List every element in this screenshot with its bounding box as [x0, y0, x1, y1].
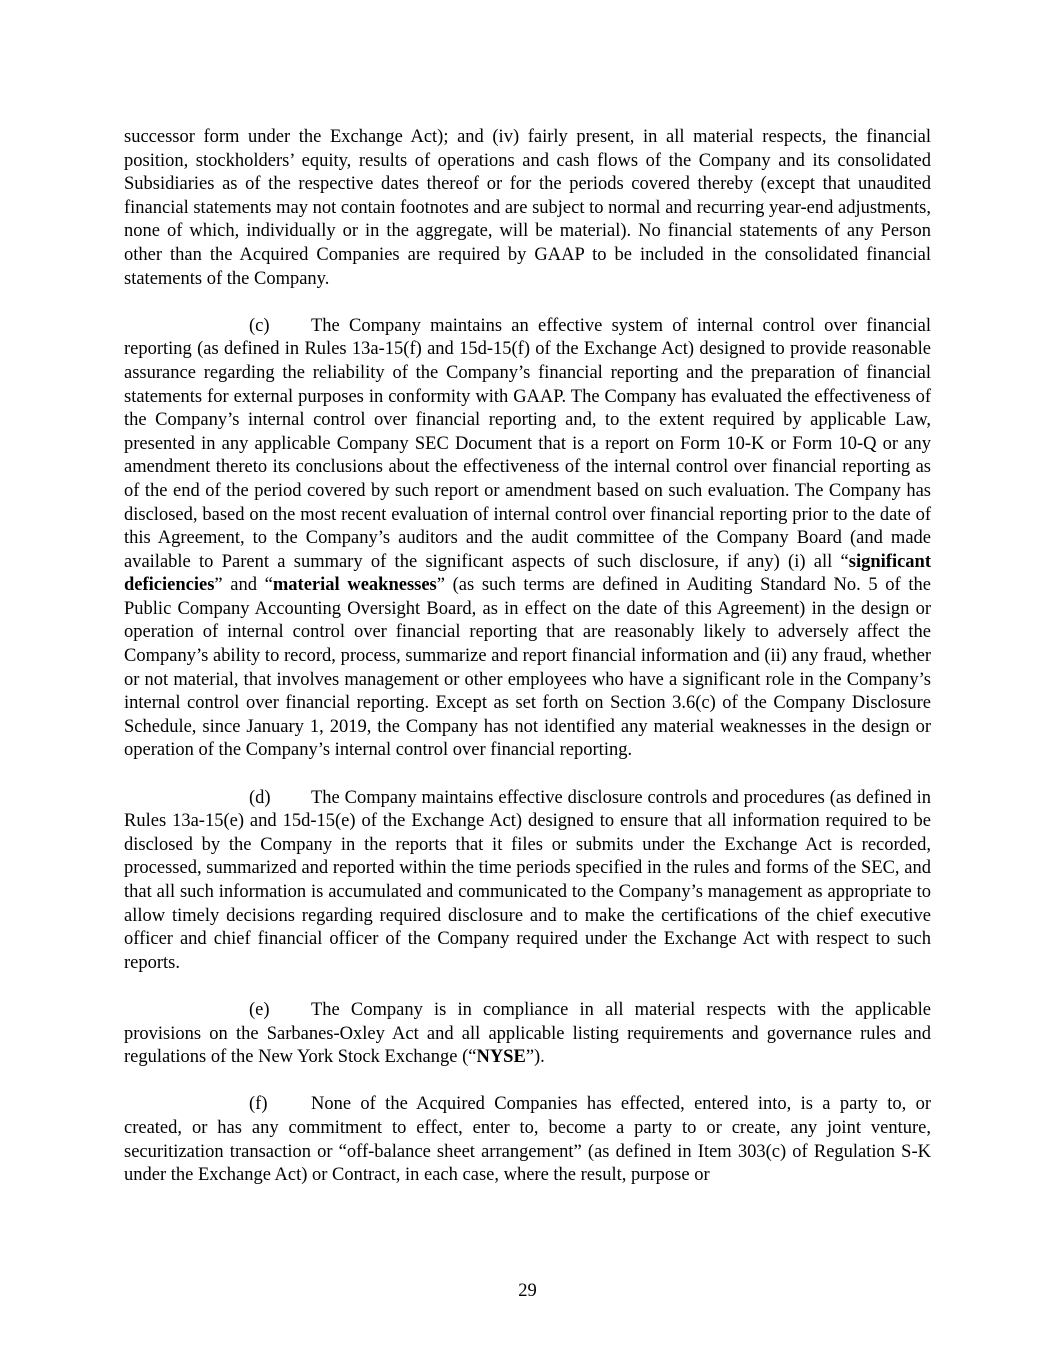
term-significant-deficiencies: significant deficiencies [124, 551, 931, 596]
paragraph-f-text: None of the Acquired Companies has effected, entered into, is a party to, or created, or has any commitment to effect, enter to, become a party to or create, any joint venture, securitization transaction or “off-balance sheet arrangement” (as defined in Item 303(c) of Regulation S-K under the Exchange Act) or Contract, in each case, where the result, purpose or [124, 1094, 931, 1186]
paragraph-d-label: (d) [249, 787, 271, 808]
page-number: 29 [518, 1281, 537, 1301]
document-page [124, 126, 931, 1211]
paragraph-intro [124, 126, 931, 291]
paragraph-e-text: ”). [525, 1047, 545, 1068]
paragraph-d [124, 787, 931, 976]
paragraph-c-text: ” (as such terms are defined in Auditing Standard No. 5 of the Public Company Accounting Oversight Board, as in effect on the date of this Agreement) in the design or operation of internal control over financial reporting that are reasonably likely to adversely affect the Company’s ability to record, process, summarize and report financial information and (ii) any fraud, whether or not material, that involves management or other employees who have a significant role in the Company’s internal control over financial reporting. Except as set forth on Section 3.6(c) of the Company Disclosure Schedule, since January 1, 2019, the Company has not identified any material weaknesses in the design or operation of the Company’s internal control over financial reporting. [124, 575, 931, 761]
paragraph-c-text: ” and “ [214, 575, 273, 596]
paragraph-e-text: The Company is in compliance in all material respects with the applicable provisions on the Sarbanes-Oxley Act and all applicable listing requirements and governance rules and regulations of the New York Stock Exchange (“ [124, 999, 931, 1068]
paragraph-c-label: (c) [249, 315, 270, 336]
paragraph-d-text: The Company maintains effective disclosure controls and procedures (as defined in Rules 13a-15(e) and 15d-15(e) of the Exchange Act) designed to ensure that all information required to be disclosed by the Company in the reports that it files or submits under the Exchange Act is recorded, processed, summarized and reported within the time periods specified in the rules and forms of the SEC, and that all such information is accumulated and communicated to the Company’s management as appropriate to allow timely decisions regarding required disclosure and to make the certifications of the chief executive officer and chief financial officer of the Company required under the Exchange Act with respect to such reports. [124, 787, 931, 973]
paragraph-e-label: (e) [249, 999, 270, 1020]
paragraph-e [124, 999, 931, 1070]
paragraph-intro-text: successor form under the Exchange Act); and (iv) fairly present, in all material respects, the financial position, stockholders’ equity, results of operations and cash flows of the Company and its consolidated Subsidiaries as of the respective dates thereof or for the periods covered thereby (except that unaudited financial statements may not contain footnotes and are subject to normal and recurring year-end adjustments, none of which, individually or in the aggregate, will be material). No financial statements of any Person other than the Acquired Companies are required by GAAP to be included in the consolidated financial statements of the Company. [124, 127, 931, 289]
term-nyse: NYSE [476, 1047, 526, 1068]
paragraph-f-label: (f) [249, 1094, 268, 1115]
paragraph-c [124, 315, 931, 763]
term-material-weaknesses: material weaknesses [272, 575, 437, 596]
paragraph-f [124, 1093, 931, 1187]
paragraph-c-text: The Company maintains an effective system of internal control over financial reporting (as defined in Rules 13a-15(f) and 15d-15(f) of the Exchange Act) designed to provide reasonable assurance regarding the reliability of the Company’s financial reporting and the preparation of financial statements for external purposes in conformity with GAAP. The Company has evaluated the effectiveness of the Company’s internal control over financial reporting and, to the extent required by applicable Law, presented in any applicable Company SEC Document that is a report on Form 10-K or Form 10-Q or any amendment thereto its conclusions about the effectiveness of the internal control over financial reporting as of the end of the period covered by such report or amendment based on such evaluation. The Company has disclosed, based on the most recent evaluation of internal control over financial reporting prior to the date of this Agreement, to the Company’s auditors and the audit committee of the Company Board (and made available to Parent a summary of the significant aspects of such disclosure, if any) (i) all “ [124, 315, 931, 572]
